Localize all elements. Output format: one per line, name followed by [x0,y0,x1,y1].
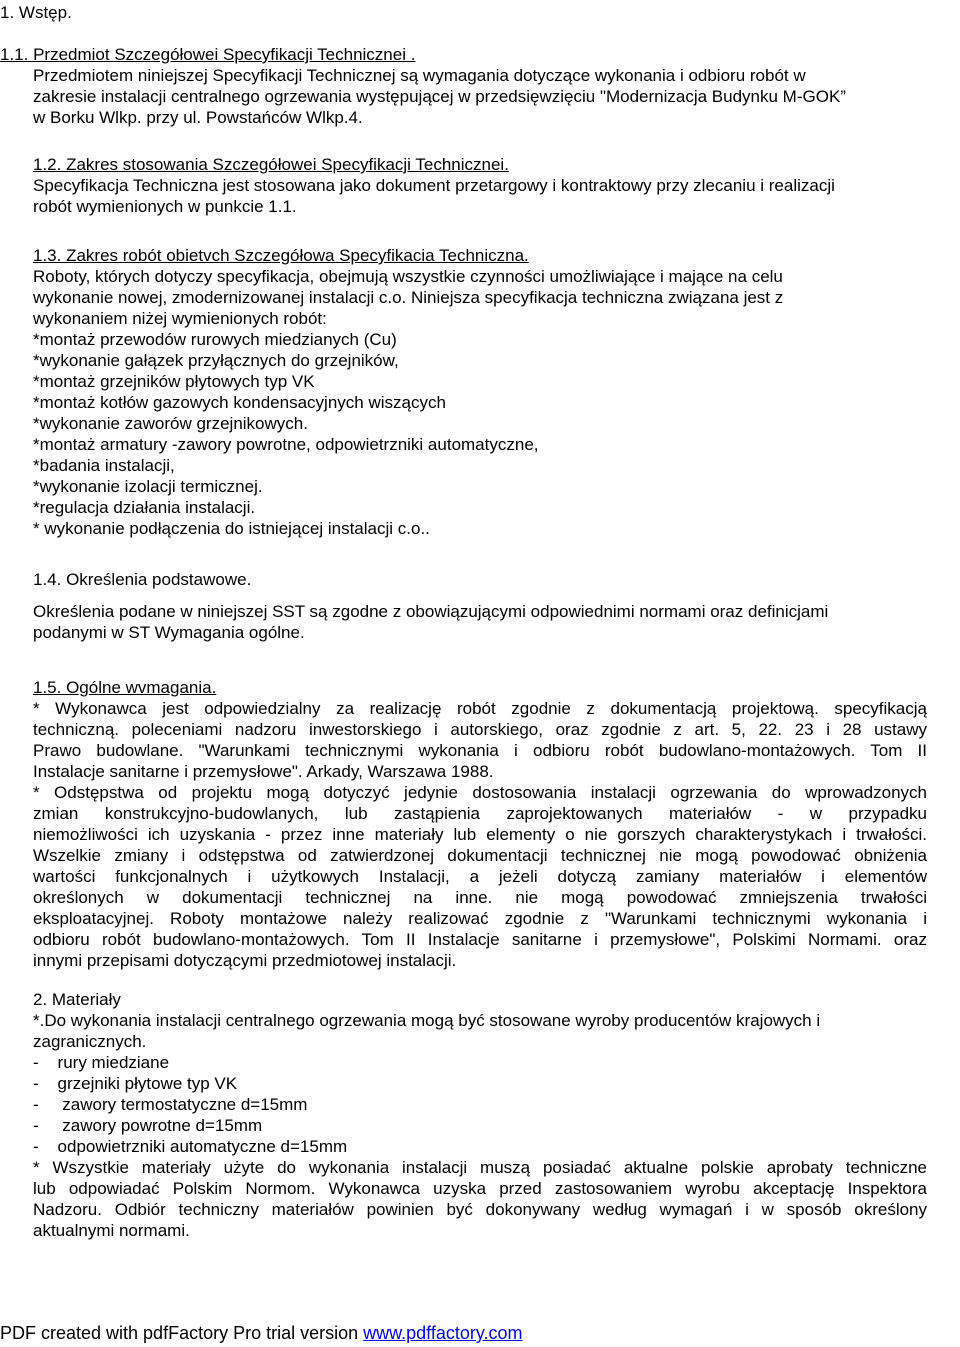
paragraph-line: Wszelkie zmiany i odstępstwa od zatwierdzonej dokumentacji technicznej nie mogą powodować obniżenia [33,846,927,865]
paragraph-line: zakresie instalacji centralnego ogrzewania występującej w przedsięwzięciu "Modernizacja Budynku M-GOK” [33,87,846,106]
paragraph-line: Roboty, których dotyczy specyfikacja, obejmują wszystkie czynności umożliwiające i mające na celu [33,267,783,286]
list-item: *wykonanie izolacji termicznej. [33,477,263,496]
section-heading-1: 1. Wstęp. [0,3,72,22]
section-heading-1-3: 1.3. Zakres robót obietvch Szczegółowa Specyfikacia Techniczna. [33,246,529,265]
paragraph-line: *.Do wykonania instalacji centralnego ogrzewania mogą być stosowane wyroby producentów krajowych i [33,1011,821,1030]
list-item: *wykonanie zaworów grzejnikowych. [33,414,308,433]
paragraph-line: Przedmiotem niniejszej Specyfikacji Technicznej są wymagania dotyczące wykonania i odbioru robót w [33,66,806,85]
paragraph-line: określonych w dokumentacji technicznej na inne. nie mogą powodować zmniejszenia trwałości [33,888,927,907]
list-item: *badania instalacji, [33,456,175,475]
list-item: - zawory termostatyczne d=15mm [33,1095,308,1114]
footer-text: PDF created with pdfFactory Pro trial version [0,1323,364,1343]
paragraph-line: Specyfikacja Techniczna jest stosowana jako dokument przetargowy i kontraktowy przy zlecaniu i realizacji [33,176,835,195]
list-item: * wykonanie podłączenia do istniejącej instalacji c.o.. [33,519,430,538]
paragraph-line: wykonaniem niżej wymienionych robót: [33,309,327,328]
paragraph-line: zagranicznych. [33,1032,147,1051]
list-item: *montaż przewodów rurowych miedzianych (Cu) [33,330,397,349]
section-1-4 [33,569,251,590]
paragraph-line: w Borku Wlkp. przy ul. Powstańców Wlkp.4. [33,108,363,127]
paragraph-line: Instalacje sanitarne i przemysłowe". Arkady, Warszawa 1988. [33,762,494,781]
paragraph-line: wykonanie nowej, zmodernizowanej instalacji c.o. Niniejsza specyfikacja techniczna związana jest z [33,288,784,307]
list-item: *montaż grzejników płytowych typ VK [33,372,315,391]
paragraph-line: podanymi w ST Wymagania ogólne. [33,623,305,642]
list-item: *montaż kotłów gazowych kondensacyjnych wiszących [33,393,446,412]
list-item: - grzejniki płytowe typ VK [33,1074,238,1093]
section-1-2 [33,154,835,217]
section-heading-1-5: 1.5. Ogólne wvmagania. [33,678,217,697]
section-1-4-body [33,601,828,643]
section-1-1 [0,44,846,128]
paragraph-line: wartości funkcjonalnych i użytkowych Instalacji, a jeżeli dotyczą zamiany materiałów i elementów [33,867,927,886]
paragraph-line: odbioru robót budowlano-montażowych. Tom II Instalacje sanitarne i przemysłowe", Polskimi Normami. oraz [33,930,927,949]
paragraph-line: eksploatacyjnej. Roboty montażowe należy realizować zgodnie z "Warunkami technicznymi wykonania i [33,909,927,928]
paragraph-line: Nadzoru. Odbiór techniczny materiałów powinien być dokonywany według wymagań i w sposób określony [33,1200,927,1219]
paragraph-line: niemożliwości ich uzyskania - przez inne materiały lub elementy o nie gorszych charakterystykach i trwałości. [33,825,927,844]
section-1-3 [33,245,783,539]
list-item: *wykonanie gałązek przyłącznych do grzejników, [33,351,399,370]
section-2 [33,989,927,1241]
list-item: - odpowietrzniki automatyczne d=15mm [33,1137,348,1156]
footer-link[interactable]: www.pdffactory.com [363,1323,523,1343]
section-heading-1-2: 1.2. Zakres stosowania Szczegółowei Specyfikacji Technicznei. [33,155,509,174]
paragraph-line: * Wykonawca jest odpowiedzialny za realizację robót zgodnie z dokumentacją projektową. specyfikacją [33,699,927,718]
section-heading-2: 2. Materiały [33,990,121,1009]
list-item: *montaż armatury -zawory powrotne, odpowietrzniki automatyczne, [33,435,539,454]
section-heading-1-4: 1.4. Określenia podstawowe. [33,570,252,589]
paragraph-line: * Wszystkie materiały użyte do wykonania instalacji muszą posiadać aktualne polskie aprobaty techniczne [33,1158,927,1177]
paragraph-line: robót wymienionych w punkcie 1.1. [33,197,297,216]
section-heading-1-1: 1.1. Przedmiot Szczegółowei Specyfikacji Technicznei . [0,45,416,64]
paragraph-line: innymi przepisami dotyczącymi przedmiotowej instalacji. [33,951,457,970]
section-1 [0,2,72,23]
pdf-footer [0,1321,523,1345]
paragraph-line: lub odpowiadać Polskim Normom. Wykonawca uzyska przed zastosowaniem wyrobu akceptację Inspektora [33,1179,927,1198]
paragraph-line: zmian konstrukcyjno-budowlanych, lub zastąpienia zaprojektowanych materiałów - w przypadku [33,804,927,823]
list-item: *regulacja działania instalacji. [33,498,256,517]
paragraph-line: Określenia podane w niniejszej SST są zgodne z obowiązującymi odpowiednimi normami oraz definicjami [33,602,829,621]
paragraph-line: aktualnymi normami. [33,1221,190,1240]
list-item: - rury miedziane [33,1053,170,1072]
section-1-5 [33,677,927,971]
paragraph-line: techniczną. poleceniami nadzoru inwestorskiego i autorskiego, oraz zgodnie z art. 5, 22. 23 i 28 ustawy [33,720,927,739]
paragraph-line: Prawo budowlane. "Warunkami technicznymi wykonania i odbioru robót budowlano-montażowych. Tom II [33,741,927,760]
paragraph-line: * Odstępstwa od projektu mogą dotyczyć jedynie dostosowania instalacji ogrzewania do wprowadzonych [33,783,927,802]
list-item: - zawory powrotne d=15mm [33,1116,263,1135]
